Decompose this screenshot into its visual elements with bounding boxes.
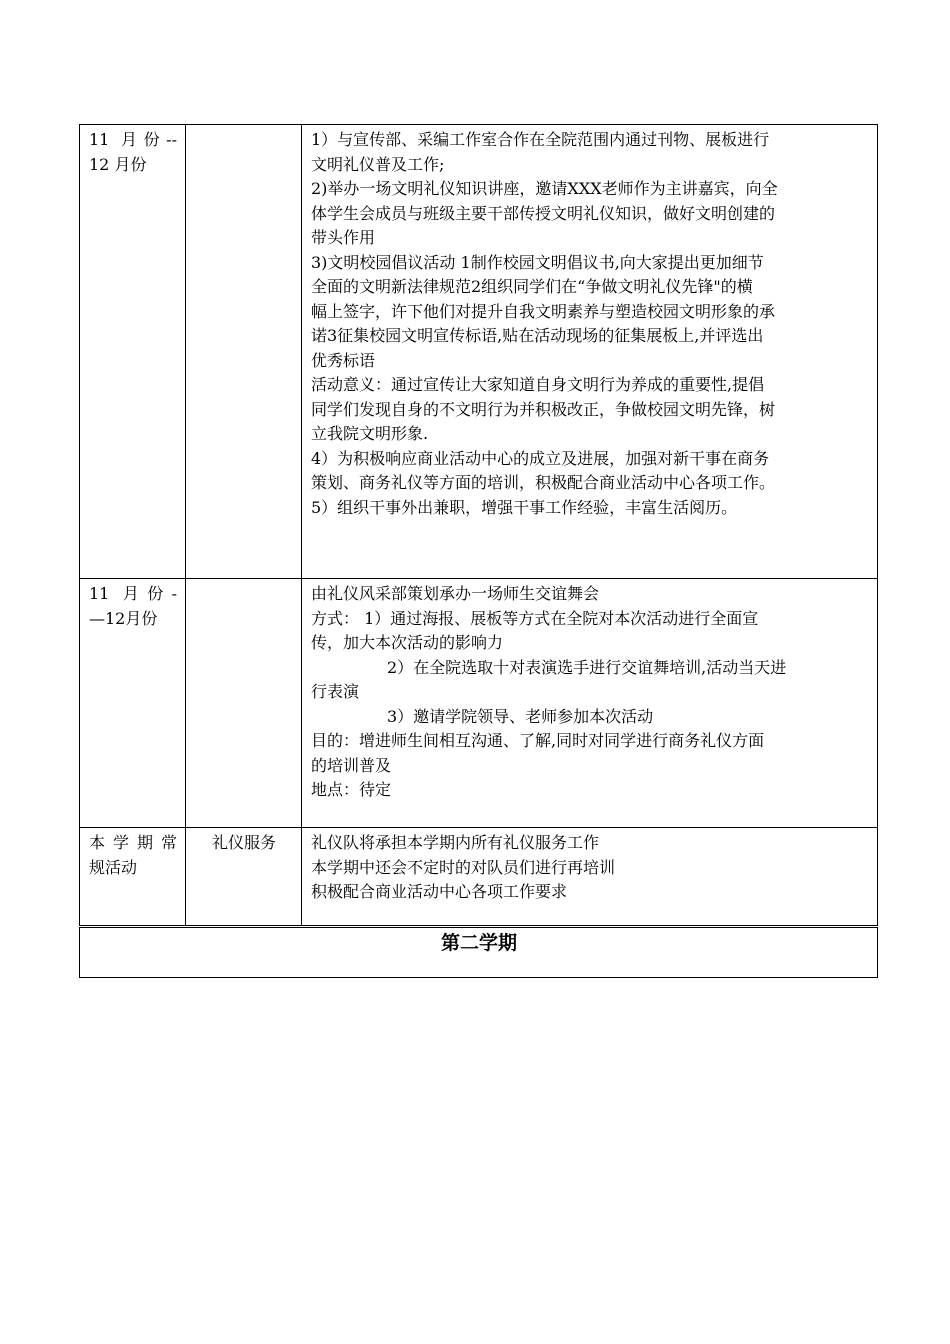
category-cell <box>186 125 302 579</box>
activity-plan-table <box>79 124 878 978</box>
content-line: 策划、商务礼仪等方面的培训，积极配合商业活动中心各项工作。 <box>311 473 776 492</box>
content-line: 目的：增进师生间相互沟通、了解,同时对同学进行商务礼仪方面 <box>311 731 765 750</box>
period-line: 11 月份- <box>89 584 177 603</box>
content-line: 1）与宣传部、采编工作室合作在全院范围内通过刊物、展板进行 <box>311 130 770 149</box>
period-cell <box>80 828 186 927</box>
content-cell <box>302 125 878 579</box>
content-line: 4）为积极响应商业活动中心的成立及进展，加强对新干事在商务 <box>311 448 770 468</box>
period-line: —12月份 <box>89 608 158 628</box>
content-line: 幅上签字，许下他们对提升自我文明素养与塑造校园文明形象的承 <box>311 301 776 321</box>
content-line: 积极配合商业活动中心各项工作要求 <box>311 882 568 901</box>
content-line: 由礼仪风采部策划承办一场师生交谊舞会 <box>311 584 600 603</box>
content-line: 文明礼仪普及工作; <box>311 154 445 174</box>
content-line: 的培训普及 <box>311 755 392 775</box>
content-line: 2）在全院选取十对表演选手进行交谊舞培训,活动当天进 <box>387 657 787 677</box>
period-line: 12 月份 <box>89 154 147 174</box>
content-line: 全面的文明新法律规范2组织同学们在“争做文明礼仪先锋"的横 <box>311 277 753 296</box>
content-cell <box>302 579 878 828</box>
period-line: 11 月份-- <box>89 130 177 149</box>
content-line: 方式： 1）通过海报、展板等方式在全院对本次活动进行全面宣 <box>311 608 759 628</box>
content-line: 3)文明校园倡议活动 1制作校园文明倡议书,向大家提出更加细节 <box>311 252 764 272</box>
content-line: 5）组织干事外出兼职，增强干事工作经验，丰富生活阅历。 <box>311 497 738 517</box>
content-line: 优秀标语 <box>311 350 376 370</box>
table-row <box>80 125 878 579</box>
content-line: 礼仪队将承担本学期内所有礼仪服务工作 <box>311 833 600 852</box>
content-line: 活动意义：通过宣传让大家知道自身文明行为养成的重要性,提倡 <box>311 375 765 394</box>
content-line: 2)举办一场文明礼仪知识讲座，邀请XXX老师作为主讲嘉宾，向全 <box>311 179 778 198</box>
period-cell <box>80 125 186 579</box>
table-row <box>80 828 878 927</box>
content-line: 同学们发现自身的不文明行为并积极改正，争做校园文明先锋，树 <box>311 399 776 419</box>
period-line: 本学期常 <box>89 833 177 852</box>
category-cell: 礼仪服务 <box>186 828 302 927</box>
content-cell <box>302 828 878 927</box>
table-row <box>80 579 878 828</box>
content-line: 3）邀请学院领导、老师参加本次活动 <box>387 706 654 726</box>
content-line: 行表演 <box>311 682 360 701</box>
content-line: 诺3征集校园文明宣传标语,贴在活动现场的征集展板上,并评选出 <box>311 326 764 345</box>
table-row <box>80 927 878 978</box>
content-line: 体学生会成员与班级主要干部传授文明礼仪知识，做好文明创建的 <box>311 203 776 223</box>
content-line: 地点：待定 <box>311 780 392 799</box>
period-line: 规活动 <box>89 857 138 877</box>
content-line: 立我院文明形象. <box>311 424 429 443</box>
semester-heading: 第二学期 <box>80 927 878 978</box>
content-line: 本学期中还会不定时的对队员们进行再培训 <box>311 857 616 877</box>
content-line: 传，加大本次活动的影响力 <box>311 633 504 652</box>
category-cell <box>186 579 302 828</box>
period-cell <box>80 579 186 828</box>
content-line: 带头作用 <box>311 228 376 247</box>
